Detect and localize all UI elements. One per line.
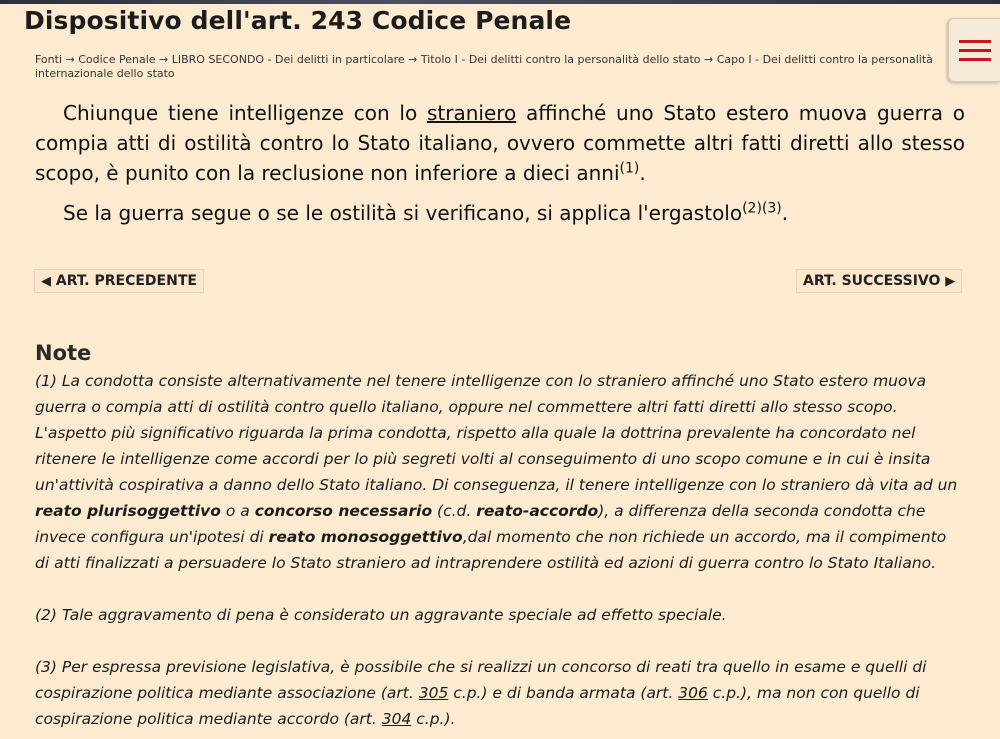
- next-article-label: ART. SUCCESSIVO: [803, 273, 941, 289]
- note-text: (1) La condotta consiste alternativamente nel tenere intelligenze con lo straniero affinché uno Stato estero muova guerra o compia atti di ostilità contro quello italiano, oppure nel commettere altri fatti diretti allo stesso scopo. L'aspetto più significativo riguarda la prima condotta, rispetto alla quale la dottrina prevalente ha concordato nel ritenere le intelligenze come accordi per lo più segreti volti al conseguimento di uno scopo comune e in cui è insita un'attività cospirativa a danno dello Stato italiano. Di conseguenza, il tenere intelligenze con lo straniero dà vita ad un: [35, 372, 958, 494]
- page-title: Dispositivo dell'art. 243 Codice Penale: [24, 6, 572, 35]
- note-text: (3) Per espressa previsione legislativa, è possibile che si realizzi un concorso di reati tra quello in esame e quelli di cospirazione politica mediante associazione (art.: [35, 658, 927, 702]
- note-ref-2-3[interactable]: (2)(3): [742, 200, 782, 217]
- art-306-link[interactable]: 306: [678, 684, 708, 702]
- previous-article-label: ART. PRECEDENTE: [55, 273, 197, 289]
- top-bar: [0, 0, 1000, 4]
- hamburger-menu-icon: [959, 40, 991, 43]
- note-bold-term: concorso necessario: [254, 502, 433, 520]
- hamburger-menu-icon-bar: [959, 58, 991, 61]
- straniero-link[interactable]: straniero: [426, 101, 517, 125]
- arrow-left-icon: ◀: [41, 273, 51, 289]
- note-text: (c.d.: [432, 502, 477, 520]
- note-text: o a: [220, 502, 255, 520]
- article-paragraph-2: [35, 198, 965, 228]
- article-text: .: [639, 161, 646, 185]
- note-bold-term: reato-accordo: [476, 502, 599, 520]
- note-bold-term: reato plurisoggettivo: [35, 502, 221, 520]
- note-ref-1[interactable]: (1): [619, 160, 640, 177]
- art-304-link[interactable]: 304: [381, 710, 412, 728]
- note-1: [35, 368, 965, 576]
- article-text: affinché uno Stato estero muova guerra o compia atti di ostilità contro lo Stato italiano, ovvero commette altri fatti diretti allo stesso scopo, è punito con la reclusione non inferiore a dieci anni: [35, 101, 965, 185]
- notes-heading: Note: [35, 341, 92, 365]
- note-bold-term: reato monosoggettivo: [268, 528, 463, 546]
- article-text: .: [781, 201, 789, 225]
- article-paragraph-1: [35, 98, 965, 188]
- art-305-link[interactable]: 305: [418, 684, 449, 702]
- arrow-right-icon: ▶: [945, 273, 956, 289]
- note-3: [35, 654, 965, 732]
- breadcrumb[interactable]: Fonti → Codice Penale → LIBRO SECONDO - Dei delitti in particolare → Titolo I - Dei delitti contro la personalità dello stato → Capo I - Dei delitti contro la personalità internazionale dello stato: [35, 53, 933, 80]
- note-text: c.p.), ma non con quello di cospirazione politica mediante accordo (art.: [35, 684, 920, 728]
- article-text: Chiunque tiene intelligenze con lo: [63, 101, 427, 125]
- menu-button[interactable]: [948, 18, 1000, 82]
- note-text: ), a differenza della seconda condotta che invece configura un'ipotesi di: [35, 502, 926, 546]
- article-text: Se la guerra segue o se le ostilità si verificano, si applica l'ergastolo: [63, 201, 743, 225]
- notes-section: [35, 368, 965, 732]
- previous-article-button[interactable]: [34, 269, 204, 293]
- note-text: ,dal momento che non richiede un accordo, ma il compimento di atti finalizzati a persuadere lo Stato straniero ad intraprendere ostilità ed azioni di guerra contro lo Stato Italiano.: [35, 528, 947, 572]
- article-body: [35, 98, 965, 228]
- note-text: c.p.) e di banda armata (art.: [448, 684, 679, 702]
- next-article-button[interactable]: [796, 269, 962, 293]
- note-text: c.p.).: [411, 710, 456, 728]
- hamburger-menu-icon-bar: [959, 49, 991, 52]
- note-2: (2) Tale aggravamento di pena è considerato un aggravante speciale ad effetto speciale.: [35, 606, 727, 624]
